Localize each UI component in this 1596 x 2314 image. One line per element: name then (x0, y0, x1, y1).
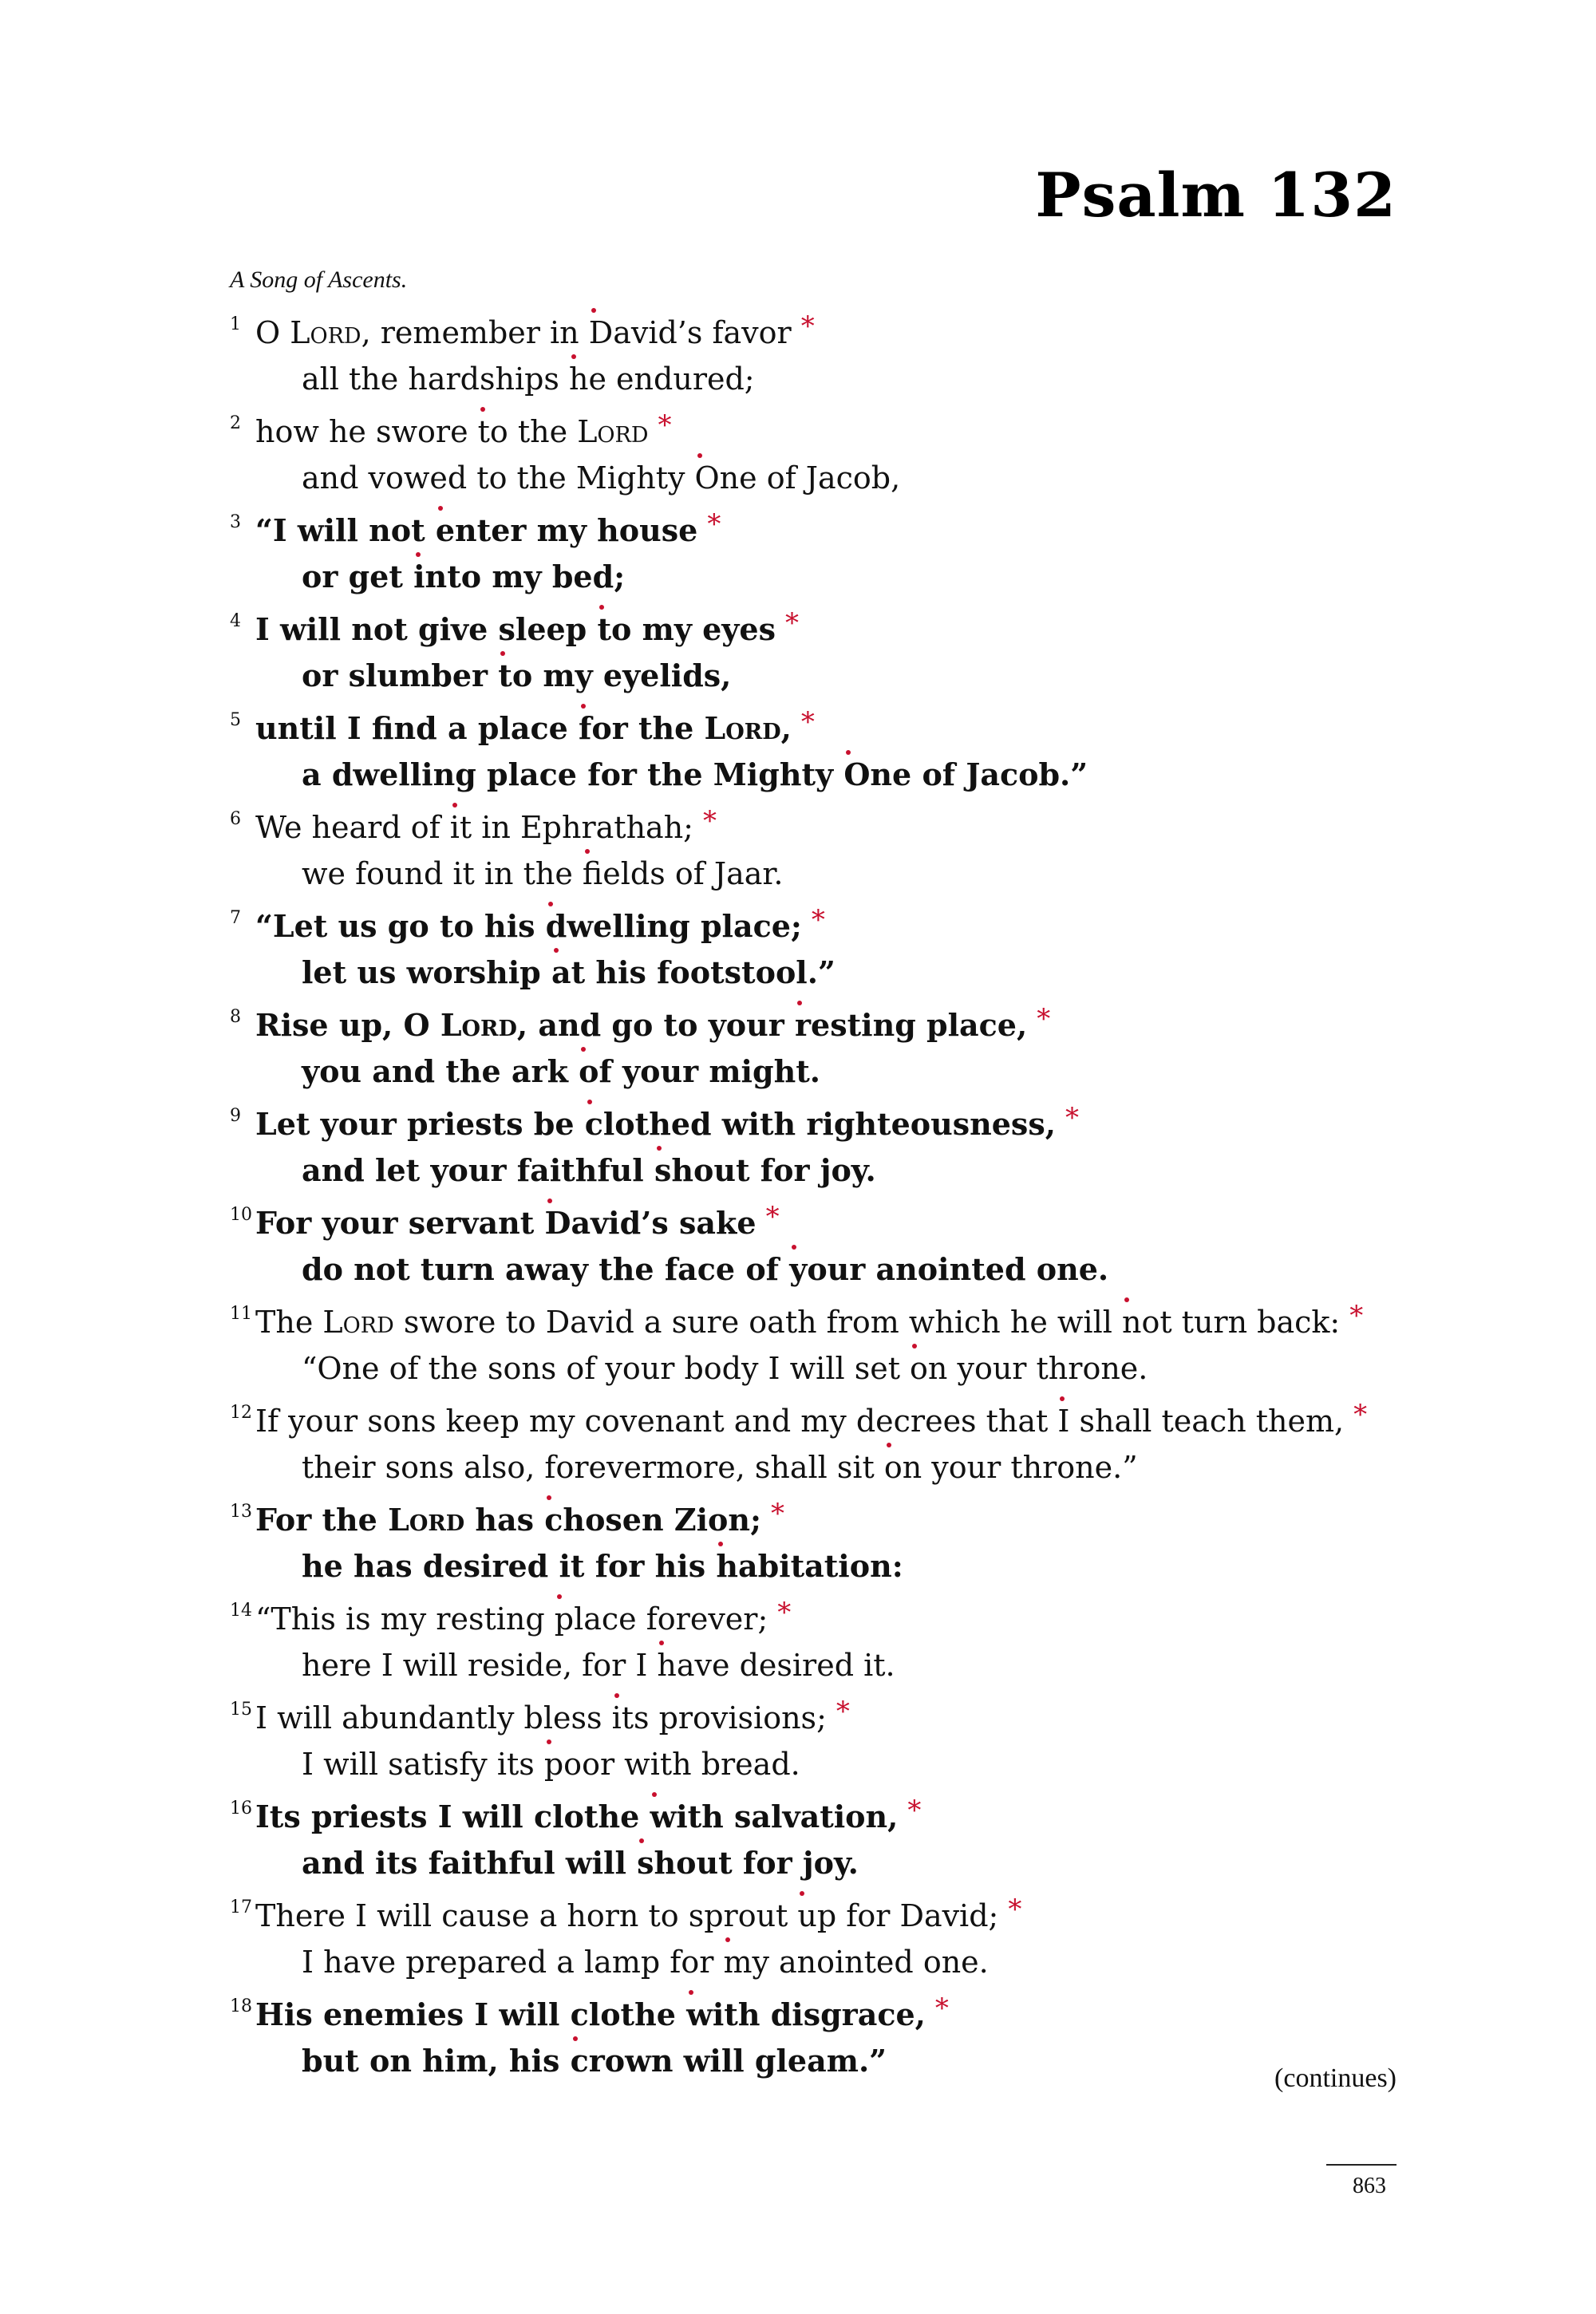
verse-number: 9 (230, 1106, 241, 1126)
verse-line-2 (230, 1345, 1399, 1392)
verse-line-1 (230, 606, 1399, 653)
pointing-text: your anointed one. (789, 1251, 1109, 1287)
verse-line-2 (230, 1840, 1399, 1886)
verse-text: There I will cause a horn to sprout (255, 1898, 798, 1933)
pointing-text: clothed with righteousness, (584, 1106, 1056, 1142)
verse-text: O (255, 315, 290, 350)
verse-number: 7 (230, 908, 241, 928)
verse-text: and vowed to the Mighty (302, 460, 695, 496)
pointing-text: enter my house (435, 512, 698, 548)
verse-4 (230, 606, 1399, 699)
verse-15 (230, 1695, 1399, 1787)
asterisk-mark: * (702, 805, 717, 837)
verse-14 (230, 1596, 1399, 1688)
verse-text: here I will reside, for I (302, 1648, 658, 1683)
verse-line-1 (230, 507, 1399, 554)
pointing-text: shout for joy. (637, 1845, 859, 1881)
verse-line-2 (230, 851, 1399, 897)
pointing-text: for the (579, 710, 705, 746)
pointing-text: with disgrace, (686, 1996, 926, 2032)
verse-number: 2 (230, 413, 241, 433)
verse-line-1 (230, 1794, 1399, 1840)
verse-text: until I find a place (255, 710, 579, 746)
verse-5 (230, 705, 1399, 798)
verse-line-1 (230, 1398, 1399, 1444)
verse-line-2 (230, 1444, 1399, 1491)
verse-line-2 (230, 1048, 1399, 1095)
verse-line-1 (230, 1596, 1399, 1642)
lord-small-caps: Lord (290, 315, 361, 350)
verse-line-1 (230, 1497, 1399, 1543)
pointing-text: on your throne.” (883, 1450, 1138, 1485)
verse-text: and let your faithful (302, 1152, 654, 1188)
footer-rule (1326, 2164, 1396, 2166)
pointing-text: at his footstool.” (551, 954, 836, 990)
verse-text: “I will not (255, 512, 436, 548)
verse-8 (230, 1002, 1399, 1095)
asterisk-mark: * (765, 1201, 780, 1233)
pointing-text: to the (477, 414, 578, 449)
verse-3 (230, 507, 1399, 600)
asterisk-mark: * (1349, 1300, 1364, 1332)
asterisk-mark: * (777, 1597, 792, 1629)
superscription: A Song of Ascents. (230, 267, 408, 293)
verse-line-1 (230, 804, 1399, 851)
verse-number: 12 (230, 1403, 252, 1423)
verse-text: I will not give sleep (255, 611, 598, 647)
verse-line-2 (230, 1642, 1399, 1688)
asterisk-mark: * (1008, 1893, 1022, 1925)
pointing-text: One of Jacob, (694, 460, 901, 496)
verse-10 (230, 1200, 1399, 1293)
verse-line-2 (230, 2038, 1399, 2084)
verse-text: The (255, 1305, 323, 1340)
pointing-text: David’s sake (544, 1205, 757, 1241)
verse-number: 11 (230, 1304, 252, 1324)
verse-text: swore to David a sure oath from which he will (393, 1305, 1122, 1340)
verse-text: , and go to your (516, 1007, 795, 1043)
page-number: 863 (1353, 2174, 1386, 2198)
verse-line-2 (230, 554, 1399, 600)
pointing-text: place forever; (554, 1601, 768, 1637)
verse-number: 16 (230, 1799, 252, 1818)
verse-text: Its priests I will clothe (255, 1799, 650, 1834)
verse-text: you and the ark (302, 1053, 579, 1089)
verse-16 (230, 1794, 1399, 1886)
pointing-text: dwelling place; (545, 908, 802, 944)
asterisk-mark: * (907, 1795, 922, 1826)
verse-number: 1 (230, 314, 241, 334)
verse-text: I will abundantly bless (255, 1700, 612, 1736)
verse-text: or slumber (302, 657, 499, 693)
verse-12 (230, 1398, 1399, 1491)
pointing-text: of your might. (579, 1053, 820, 1089)
verse-text: he has desired it for his (302, 1548, 717, 1584)
verse-number: 10 (230, 1205, 252, 1225)
verse-13 (230, 1497, 1399, 1589)
verse-number: 5 (230, 710, 241, 730)
verse-text: their sons also, forevermore, shall sit (302, 1450, 884, 1485)
asterisk-mark: * (784, 607, 799, 639)
asterisk-mark: * (1065, 1102, 1079, 1134)
verse-text: has (464, 1502, 545, 1538)
pointing-text: up for David; (797, 1898, 999, 1933)
pointing-text: to my eyelids, (498, 657, 732, 693)
verse-text: We heard of (255, 810, 450, 845)
pointing-text: its provisions; (611, 1700, 827, 1736)
pointing-text: habitation: (716, 1548, 903, 1584)
verse-text: His enemies I will clothe (255, 1996, 687, 2032)
verse-text: all the hardships (302, 361, 570, 397)
verse-line-1 (230, 1893, 1399, 1939)
verse-text: , remember in (361, 315, 589, 350)
verse-text: I have prepared a lamp for (302, 1945, 724, 1980)
verse-text: or get (302, 559, 414, 594)
pointing-text: One of Jacob.” (843, 756, 1088, 792)
asterisk-mark: * (800, 310, 815, 342)
pointing-text: I shall teach them, (1057, 1404, 1345, 1439)
verse-line-1 (230, 1200, 1399, 1246)
psalm-title: Psalm 132 (1035, 160, 1396, 231)
verse-number: 3 (230, 512, 241, 532)
pointing-text: to my eyes (597, 611, 776, 647)
verse-line-1 (230, 1299, 1399, 1345)
verse-text: Rise up, O (255, 1007, 440, 1043)
verse-text: and its faithful will (302, 1845, 638, 1881)
verse-line-1 (230, 409, 1399, 455)
lord-small-caps: Lord (440, 1007, 517, 1043)
verse-text: , (780, 710, 792, 746)
asterisk-mark: * (1037, 1003, 1051, 1035)
pointing-text: on your throne. (910, 1351, 1148, 1386)
verse-text: let us worship (302, 954, 551, 990)
verse-text: do not turn away the face of (302, 1251, 790, 1287)
verse-number: 18 (230, 1996, 252, 2016)
verse-text: a dwelling place for the Mighty (302, 756, 844, 792)
verse-line-2 (230, 1939, 1399, 1985)
verse-line-2 (230, 1147, 1399, 1194)
verse-1 (230, 310, 1399, 402)
pointing-text: not turn back: (1121, 1305, 1341, 1340)
pointing-text: he endured; (569, 361, 755, 397)
pointing-text: crown will gleam.” (570, 2043, 887, 2079)
pointing-text: poor with bread. (543, 1747, 800, 1782)
verse-line-2 (230, 356, 1399, 402)
verse-line-1 (230, 903, 1399, 950)
verse-number: 8 (230, 1007, 241, 1027)
verse-6 (230, 804, 1399, 897)
pointing-text: fields of Jaar. (582, 856, 784, 891)
verse-2 (230, 409, 1399, 501)
verse-number: 14 (230, 1601, 252, 1621)
verse-9 (230, 1101, 1399, 1194)
asterisk-mark: * (771, 1498, 785, 1530)
lord-small-caps: Lord (704, 710, 781, 746)
verse-line-2 (230, 1543, 1399, 1589)
verse-line-2 (230, 1741, 1399, 1787)
verse-text: “Let us go to his (255, 908, 546, 944)
verse-18 (230, 1992, 1399, 2084)
verse-line-1 (230, 705, 1399, 752)
verse-text: but on him, his (302, 2043, 571, 2079)
lord-small-caps: Lord (577, 414, 649, 449)
verse-line-1 (230, 1101, 1399, 1147)
pointing-text: shout for joy. (654, 1152, 876, 1188)
asterisk-mark: * (707, 508, 721, 540)
pointing-text: resting place, (795, 1007, 1028, 1043)
verse-number: 6 (230, 809, 241, 829)
pointing-text: have desired it. (657, 1648, 895, 1683)
verse-number: 4 (230, 611, 241, 631)
verse-text: For the (255, 1502, 389, 1538)
verse-line-2 (230, 455, 1399, 501)
verse-line-1 (230, 310, 1399, 356)
verse-line-1 (230, 1695, 1399, 1741)
lord-small-caps: Lord (388, 1502, 465, 1538)
verse-line-2 (230, 752, 1399, 798)
verse-11 (230, 1299, 1399, 1392)
asterisk-mark: * (658, 409, 672, 441)
continues-note: (continues) (1274, 2063, 1396, 2093)
verse-text: we found it in the (302, 856, 583, 891)
verse-number: 15 (230, 1700, 252, 1720)
verse-17 (230, 1893, 1399, 1985)
pointing-text: it in Ephrathah; (449, 810, 693, 845)
pointing-text: chosen Zion; (544, 1502, 762, 1538)
pointing-text: David’s favor (588, 315, 792, 350)
verse-line-2 (230, 653, 1399, 699)
asterisk-mark: * (934, 1992, 949, 2024)
verse-text: For your servant (255, 1205, 545, 1241)
verse-line-1 (230, 1002, 1399, 1048)
verse-line-1 (230, 1992, 1399, 2038)
pointing-text: my anointed one. (723, 1945, 989, 1980)
pointing-text: into my bed; (413, 559, 626, 594)
verse-line-2 (230, 950, 1399, 996)
verse-text: If your sons keep my covenant and my decrees that (255, 1404, 1058, 1439)
verse-text: how he swore (255, 414, 478, 449)
asterisk-mark: * (836, 1696, 850, 1728)
lord-small-caps: Lord (322, 1305, 394, 1340)
verse-line-2 (230, 1246, 1399, 1293)
verse-text: Let your priests be (255, 1106, 585, 1142)
asterisk-mark: * (800, 706, 815, 738)
verse-number: 13 (230, 1502, 252, 1522)
verse-text: “This is my resting (255, 1601, 555, 1637)
verse-number: 17 (230, 1897, 252, 1917)
verse-text: I will satisfy its (302, 1747, 544, 1782)
verse-text: “One of the sons of your body I will set (302, 1351, 911, 1386)
asterisk-mark: * (1353, 1399, 1368, 1431)
verse-list (230, 310, 1399, 2091)
pointing-text: with salvation, (650, 1799, 899, 1834)
verse-7 (230, 903, 1399, 996)
asterisk-mark: * (811, 904, 825, 936)
